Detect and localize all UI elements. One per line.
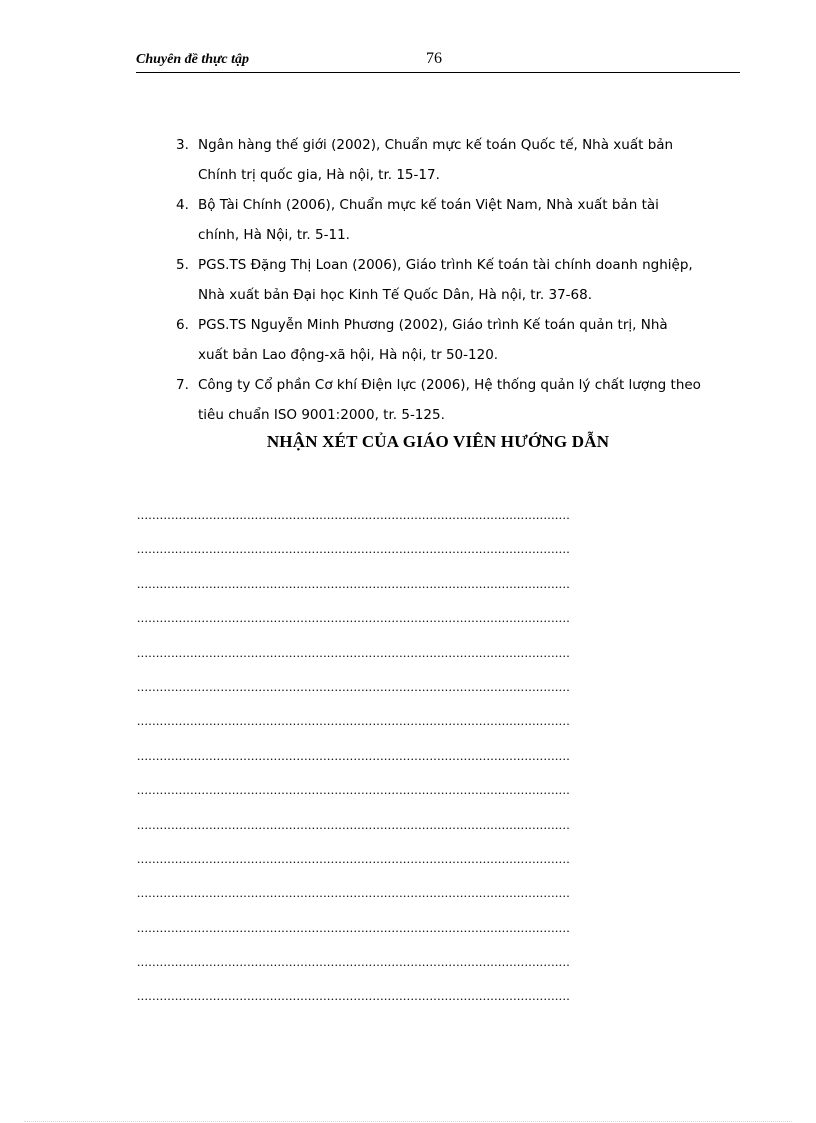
- comment-dotted-line: ..................................................................................................................: [137, 713, 571, 729]
- reference-number: 4.: [176, 197, 189, 213]
- reference-text-line: xuất bản Lao động-xã hội, Hà nội, tr 50-120.: [198, 347, 499, 363]
- comment-dotted-line: ..................................................................................................................: [137, 747, 571, 763]
- reference-item: [176, 250, 744, 310]
- comment-dotted-line: ..................................................................................................................: [137, 610, 571, 626]
- reference-number: 5.: [176, 257, 189, 273]
- reference-text-line: PGS.TS Nguyễn Minh Phương (2002), Giáo trình Kế toán quản trị, Nhà: [198, 317, 668, 333]
- reference-text-line: Công ty Cổ phần Cơ khí Điện lực (2006), Hệ thống quản lý chất lượng theo: [198, 377, 701, 393]
- page-number: 76: [426, 50, 442, 67]
- reference-item: [176, 370, 744, 430]
- page-bottom-divider: [24, 1121, 792, 1122]
- reference-text-line: tiêu chuẩn ISO 9001:2000, tr. 5-125.: [198, 407, 445, 423]
- reference-number: 7.: [176, 377, 189, 393]
- comment-dotted-line: ..................................................................................................................: [137, 575, 571, 591]
- reference-text-line: Nhà xuất bản Đại học Kinh Tế Quốc Dân, Hà nội, tr. 37-68.: [198, 287, 592, 303]
- reference-text-line: PGS.TS Đặng Thị Loan (2006), Giáo trình Kế toán tài chính doanh nghiệp,: [198, 257, 693, 273]
- comment-dotted-line: ..................................................................................................................: [137, 541, 571, 557]
- comment-dotted-line: ..................................................................................................................: [137, 782, 571, 798]
- reference-item: [176, 130, 744, 190]
- reference-number: 6.: [176, 317, 189, 333]
- comment-dotted-line: ..................................................................................................................: [137, 678, 571, 694]
- comment-area: [137, 505, 709, 1021]
- page-header: [136, 48, 740, 73]
- comment-dotted-line: ..................................................................................................................: [137, 919, 571, 935]
- reference-number: 3.: [176, 137, 189, 153]
- comment-dotted-line: ..................................................................................................................: [137, 954, 571, 970]
- reference-list: [176, 130, 744, 430]
- reference-item: [176, 190, 744, 250]
- reference-text-line: Bộ Tài Chính (2006), Chuẩn mực kế toán Việt Nam, Nhà xuất bản tài: [198, 197, 659, 213]
- comment-dotted-line: ..................................................................................................................: [137, 507, 571, 522]
- reference-text-line: Chính trị quốc gia, Hà nội, tr. 15-17.: [198, 167, 440, 183]
- comment-dotted-line: ..................................................................................................................: [137, 885, 571, 901]
- comment-dotted-line: ..................................................................................................................: [137, 644, 571, 660]
- reference-text-line: chính, Hà Nội, tr. 5-11.: [198, 227, 350, 243]
- comment-dotted-line: ..................................................................................................................: [137, 850, 571, 866]
- reference-item: [176, 310, 744, 370]
- section-heading: NHẬN XÉT CỦA GIÁO VIÊN HƯỚNG DẪN: [266, 432, 610, 451]
- header-title: Chuyên đề thực tập: [136, 52, 250, 67]
- reference-text-line: Ngân hàng thế giới (2002), Chuẩn mực kế toán Quốc tế, Nhà xuất bản: [198, 137, 674, 153]
- comment-dotted-line: ..................................................................................................................: [137, 816, 571, 832]
- comment-dotted-line: ..................................................................................................................: [137, 988, 571, 1004]
